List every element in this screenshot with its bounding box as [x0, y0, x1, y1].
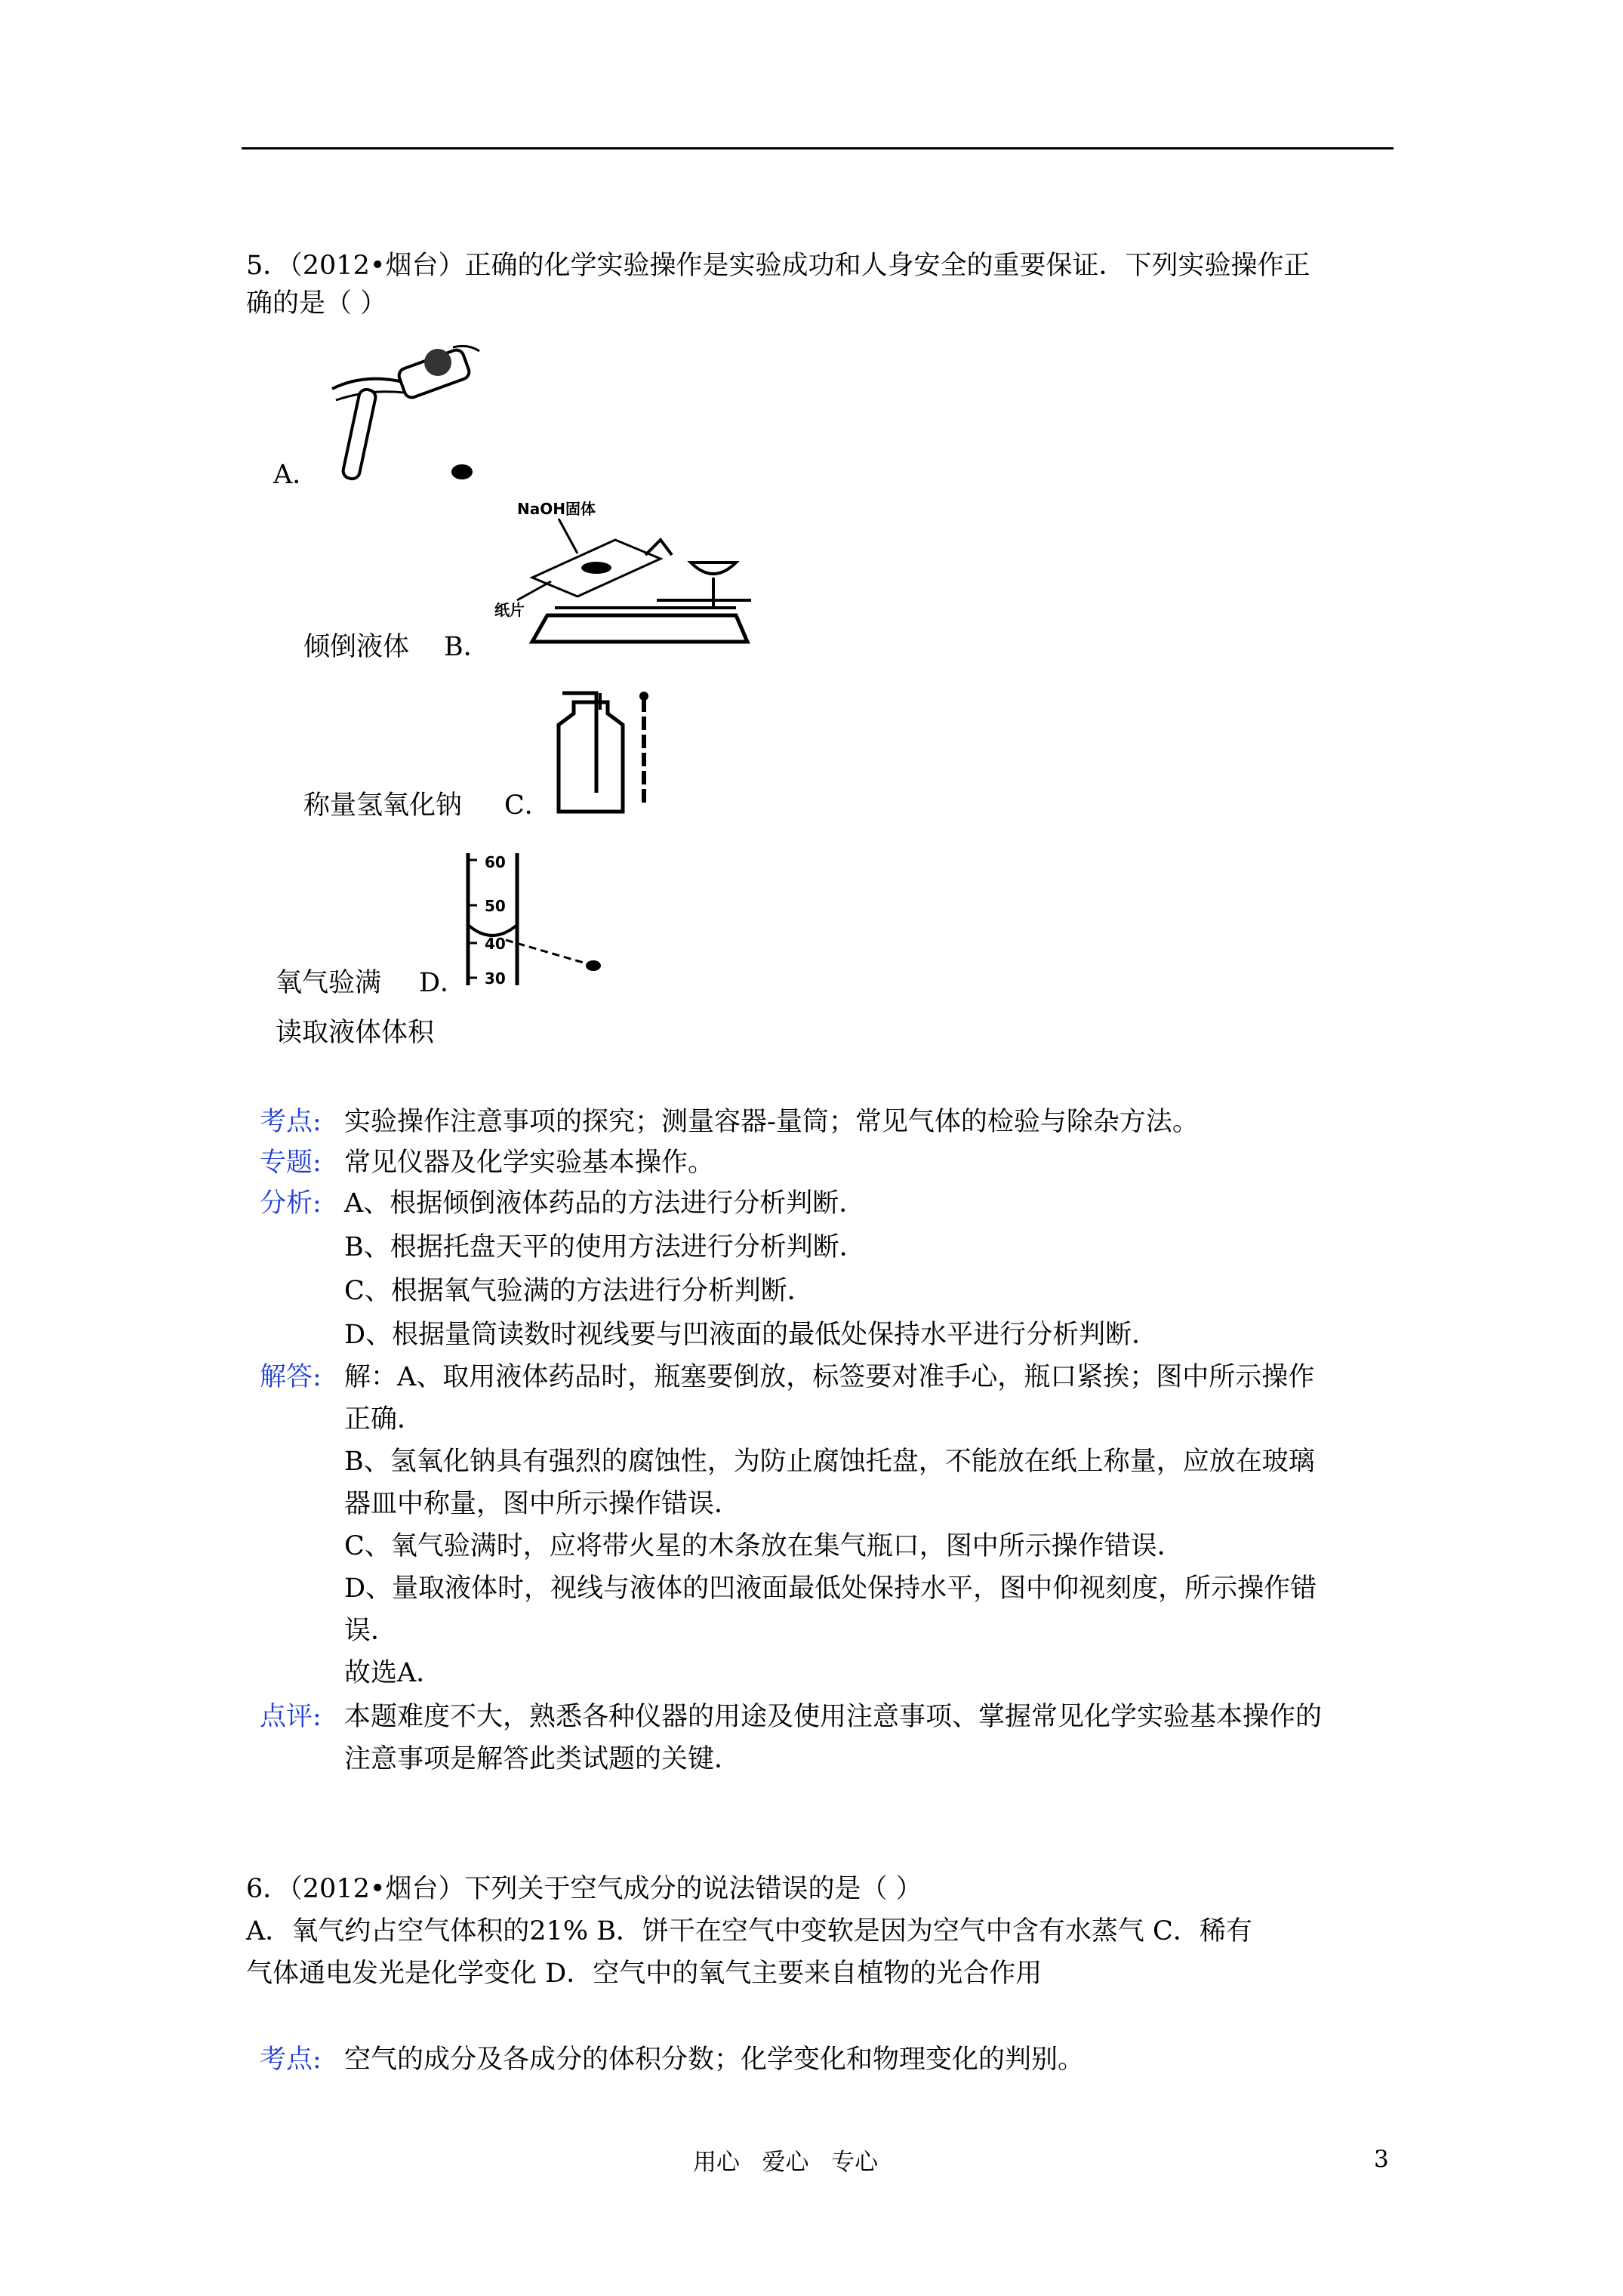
q5-jieda-line: 故选A．	[344, 1658, 443, 1688]
q5-kaodian: 实验操作注意事项的探究；测量容器-量筒；常见气体的检验与除杂方法。	[344, 1107, 1199, 1137]
q5-stem-line2: 确的是（ ）	[246, 288, 387, 319]
label-naoh: NaOH固体	[517, 500, 596, 518]
q5-jieda-line: D、量取液体时，视线与液体的凹液面最低处保持水平，图中仰视刻度，所示操作错	[344, 1573, 1317, 1604]
q5-fenxi-line: D、根据量筒读数时视线要与凹液面的最低处保持水平进行分析判断．	[344, 1320, 1159, 1350]
q5-fenxi-tag: 分析:	[260, 1188, 322, 1219]
figure-pour-liquid	[317, 328, 491, 487]
q5-jieda-line: 误．	[344, 1616, 398, 1646]
q6-stem-line2: A．氧气约占空气体积的21% B．饼干在空气中变软是因为空气中含有水蒸气 C．稀有	[246, 1916, 1252, 1946]
q5-kaodian-tag: 考点:	[260, 1107, 322, 1137]
figure-balance	[487, 495, 759, 653]
q5-dianping-tag: 点评:	[260, 1702, 322, 1732]
q5-caption-d: 读取液体体积	[276, 1018, 435, 1048]
q5-caption-a: 倾倒液体	[303, 632, 410, 662]
q5-caption-c: 氧气验满	[276, 968, 382, 998]
q6-kaodian: 空气的成分及各成分的体积分数；化学变化和物理变化的判别。	[344, 2045, 1085, 2075]
q5-fenxi-line: B、根据托盘天平的使用方法进行分析判断．	[344, 1232, 866, 1262]
q5-dianping-line: 本题难度不大，熟悉各种仪器的用途及使用注意事项、掌握常见化学实验基本操作的	[344, 1702, 1323, 1732]
tick-50: 50	[485, 897, 506, 915]
tick-40: 40	[485, 935, 506, 953]
q5-dianping-line: 注意事项是解答此类试题的关键．	[344, 1744, 741, 1774]
q5-option-c: C．	[504, 791, 551, 821]
figure-gas-bottle	[547, 687, 661, 819]
figure-cylinder	[460, 849, 611, 989]
q5-option-a: A．	[273, 460, 319, 490]
q5-option-b: B．	[444, 632, 490, 662]
tick-30: 30	[485, 969, 506, 988]
q6-stem-line3: 气体通电发光是化学变化 D．空气中的氧气主要来自植物的光合作用	[246, 1959, 1042, 1989]
q5-jieda-line: B、氢氧化钠具有强烈的腐蚀性，为防止腐蚀托盘，不能放在纸上称量，应放在玻璃	[344, 1447, 1315, 1477]
q5-jieda-line: 解：A、取用液体药品时，瓶塞要倒放，标签要对准手心，瓶口紧挨；图中所示操作	[344, 1362, 1315, 1392]
q5-option-d: D．	[419, 968, 467, 998]
header-rule	[242, 147, 1394, 149]
q5-jieda-line: 器皿中称量，图中所示操作错误．	[344, 1489, 741, 1519]
q5-jieda-line: 正确．	[344, 1404, 424, 1435]
page-number: 3	[1374, 2146, 1389, 2173]
q5-zhuanti-tag: 专题:	[260, 1148, 322, 1178]
q5-stem-line1: 5．（2012•烟台）正确的化学实验操作是实验成功和人身安全的重要保证．下列实验操作正	[246, 251, 1310, 281]
tick-60: 60	[485, 853, 506, 871]
q5-fenxi-line: A、根据倾倒液体药品的方法进行分析判断．	[344, 1188, 866, 1219]
q6-kaodian-tag: 考点:	[260, 2045, 322, 2075]
q5-zhuanti: 常见仪器及化学实验基本操作。	[344, 1148, 715, 1178]
label-paper: 纸片	[494, 601, 525, 619]
q5-jieda-line: C、氧气验满时，应将带火星的木条放在集气瓶口，图中所示操作错误．	[344, 1531, 1184, 1561]
q5-fenxi-line: C、根据氧气验满的方法进行分析判断．	[344, 1276, 814, 1306]
footer-motto: 用心 爱心 专心	[693, 2149, 879, 2176]
q5-jieda-tag: 解答:	[260, 1362, 322, 1392]
q5-caption-b: 称量氢氧化钠	[303, 791, 463, 821]
q6-stem-line1: 6．（2012•烟台）下列关于空气成分的说法错误的是（ ）	[246, 1874, 922, 1904]
